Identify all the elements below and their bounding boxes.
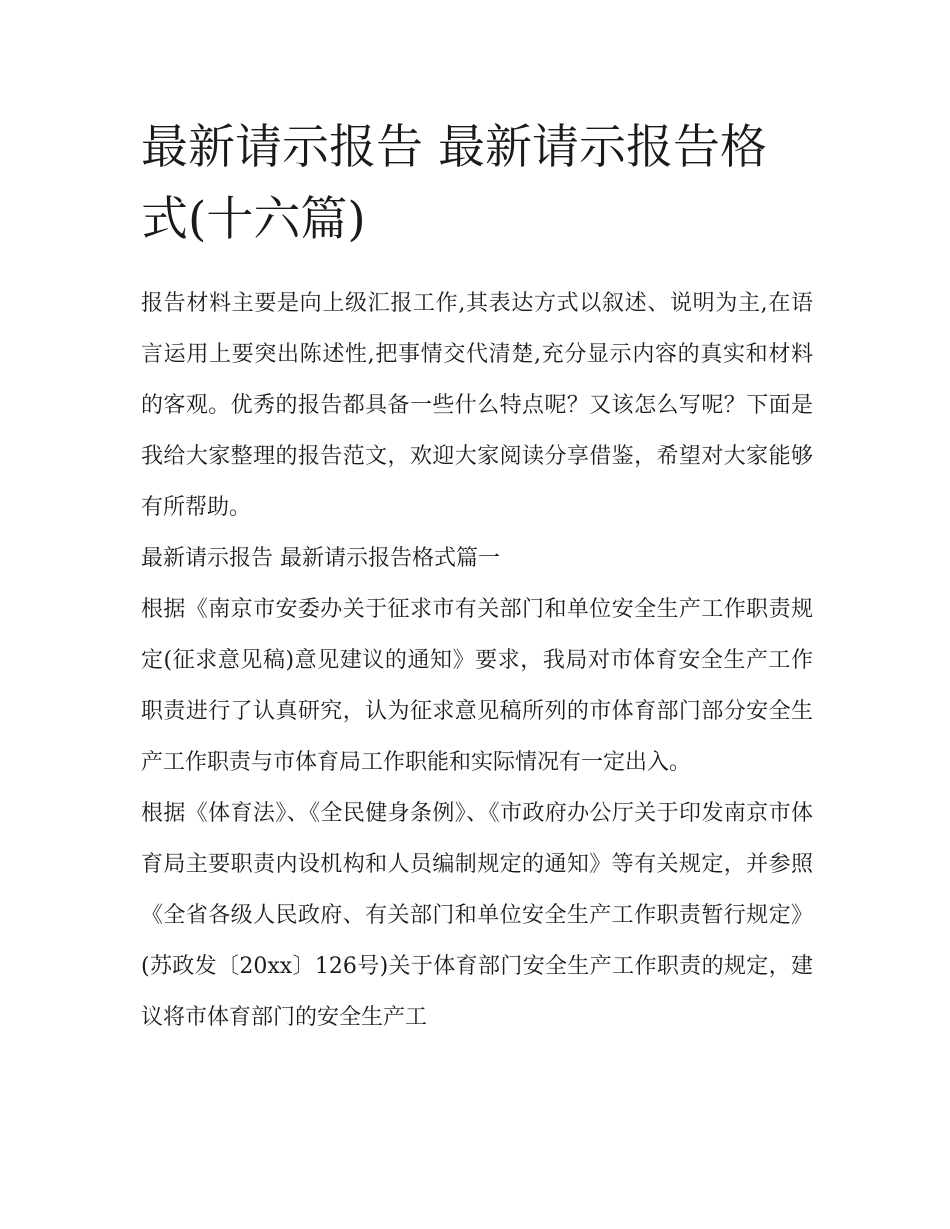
document-title: 最新请示报告 最新请示报告格式(十六篇) [141,120,767,247]
document-body [141,112,813,1043]
body-paragraph: 根据《体育法》、《全民健身条例》、《市政府办公厅关于印发南京市体育局主要职责内设机构和人员编制规定的通知》等有关规定，并参照《全省各级人民政府、有关部门和单位安全生产工作职责暂行规定》(苏政发〔20xx〕126号)关于体育部门安全生产工作职责的规定，建议将市体育部门的安全生产工 [141,801,813,1030]
section-heading: 最新请示报告 最新请示报告格式篇一 [141,546,500,571]
body-paragraph: 根据《南京市安委办关于征求市有关部门和单位安全生产工作职责规定(征求意见稿)意见建议的通知》要求，我局对市体育安全生产工作职责进行了认真研究，认为征求意见稿所列的市体育部门部分安全生产工作职责与市体育局工作职能和实际情况有一定出入。 [141,597,813,775]
intro-paragraph: 报告材料主要是向上级汇报工作,其表达方式以叙述、说明为主,在语言运用上要突出陈述性,把事情交代清楚,充分显示内容的真实和材料的客观。优秀的报告都具备一些什么特点呢？又该怎么写呢？下面是我给大家整理的报告范文，欢迎大家阅读分享借鉴，希望对大家能够有所帮助。 [141,291,813,520]
